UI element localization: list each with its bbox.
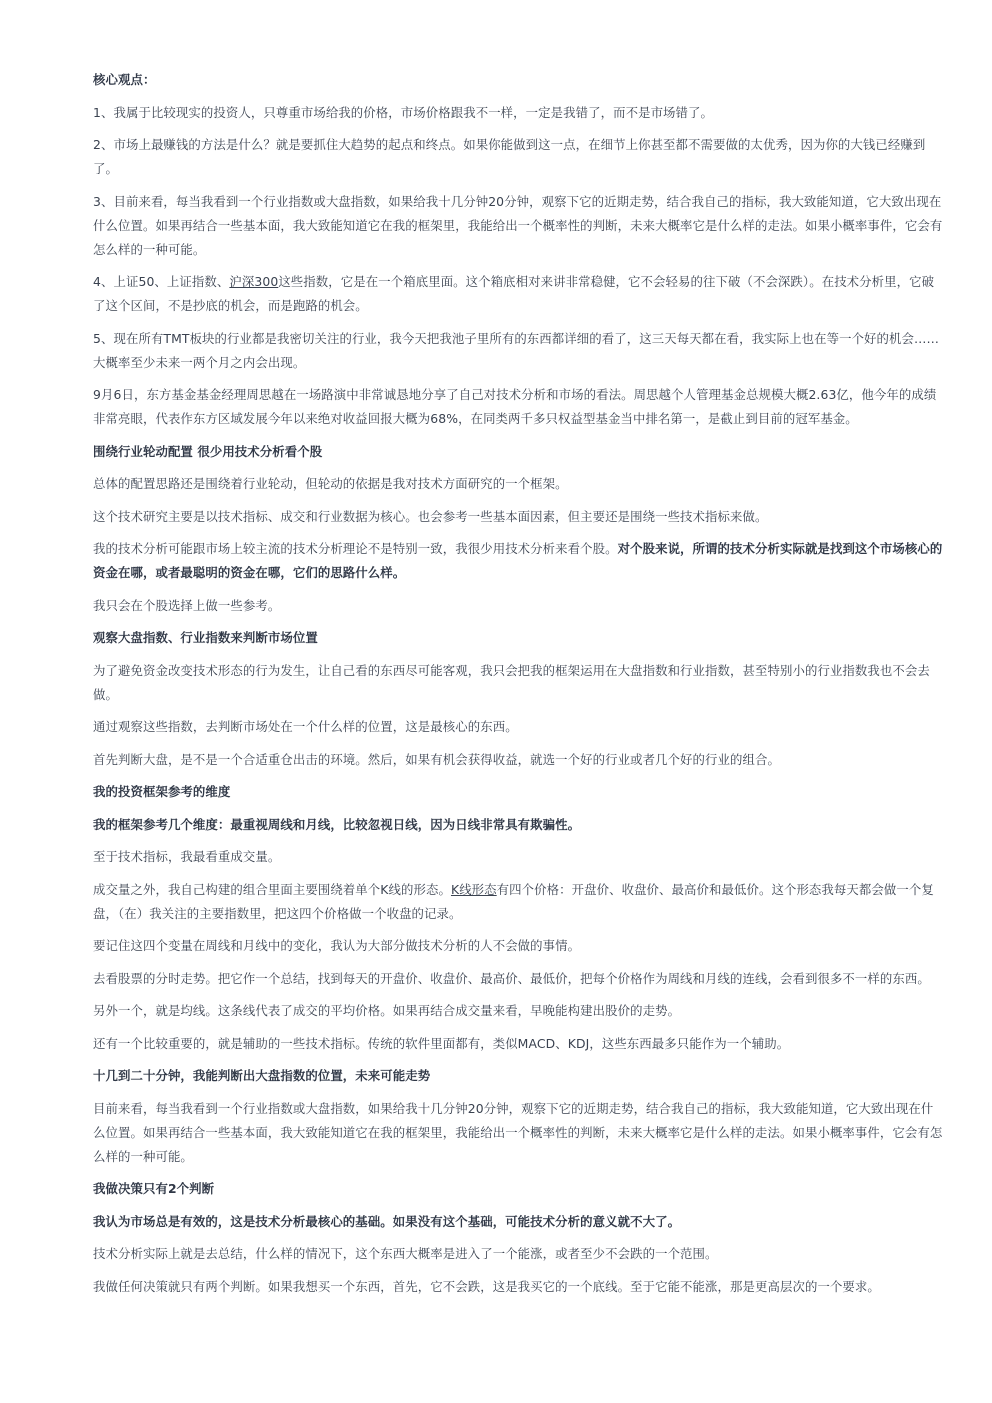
text-run: 4、上证50、上证指数、 <box>93 274 230 289</box>
paragraph <box>93 878 943 926</box>
paragraph: 技术分析实际上就是去总结，什么样的情况下，这个东西大概率是进入了一个能涨，或者至少不会跌的一个范围。 <box>93 1246 718 1261</box>
paragraph: 目前来看，每当我看到一个行业指数或大盘指数，如果给我十几分钟20分钟，观察下它的近期走势，结合我自己的指标，我大致能知道，它大致出现在什么位置。如果再结合一些基本面，我大致能知道它在我的框架里，我能给出一个概率性的判断，未来大概率它是什么样的走法。如果小概率事件，它会有怎么样的一种可能。 <box>93 1100 943 1164</box>
article-body <box>93 68 943 1307</box>
paragraph: 为了避免资金改变技术形态的行为发生，让自己看的东西尽可能客观，我只会把我的框架运用在大盘指数和行业指数，甚至特别小的行业指数我也不会去做。 <box>93 662 930 702</box>
text-run: 我的技术分析可能跟市场上较主流的技术分析理论不是特别一致，我很少用技术分析来看个股。 <box>93 541 618 556</box>
paragraph: 1、我属于比较现实的投资人，只尊重市场给我的价格，市场价格跟我不一样，一定是我错了，而不是市场错了。 <box>93 104 714 120</box>
paragraph: 3、目前来看，每当我看到一个行业指数或大盘指数，如果给我十几分钟20分钟，观察下它的近期走势，结合我自己的指标，我大致能知道，它大致出现在什么位置。如果再结合一些基本面，我大致能知道它在我的框架里，我能给出一个概率性的判断，未来大概率它是什么样的走法。如果小概率事件，它会有怎么样的一种可能。 <box>93 193 943 257</box>
section-heading: 核心观点： <box>93 72 156 87</box>
section-heading: 我做决策只有2个判断 <box>93 1181 215 1196</box>
paragraph: 去看股票的分时走势。把它作一个总结，找到每天的开盘价、收盘价、最高价、最低价，把每个价格作为周线和月线的连线，会看到很多不一样的东西。 <box>93 970 930 986</box>
paragraph: 这个技术研究主要是以技术指标、成交和行业数据为核心。也会参考一些基本面因素，但主要还是围绕一些技术指标来做。 <box>93 508 768 524</box>
k-line-link[interactable]: K线形态 <box>450 881 497 897</box>
paragraph: 我只会在个股选择上做一些参考。 <box>93 597 281 613</box>
paragraph: 9月6日，东方基金基金经理周思越在一场路演中非常诚恳地分享了自己对技术分析和市场的看法。周思越个人管理基金总规模大概2.63亿，他今年的成绩非常亮眼，代表作东方区域发展今年以来绝对收益回报大概为68%，在同类两千多只权益型基金当中排名第一，是截止到目前的冠军基金。 <box>93 387 937 426</box>
paragraph: 我做任何决策就只有两个判断。如果我想买一个东西，首先，它不会跌，这是我买它的一个底线。至于它能不能涨，那是更高层次的一个要求。 <box>93 1278 880 1294</box>
paragraph: 至于技术指标，我最看重成交量。 <box>93 849 281 864</box>
paragraph: 另外一个，就是均线。这条线代表了成交的平均价格。如果再结合成交量来看，早晚能构建出股价的走势。 <box>93 1003 681 1018</box>
text-run: 有四个价格：开盘价、收盘价、最高价和最低价。这个形态我每天都会做一个复盘，（在）我关注的主要指数里，把这四个价格做一个收盘的记录。 <box>93 881 934 921</box>
section-heading: 围绕行业轮动配置 很少用技术分析看个股 <box>93 443 323 459</box>
text-run: 成交量之外，我自己构建的组合里面主要围绕着单个K线的形态。 <box>93 881 451 897</box>
paragraph <box>93 270 943 318</box>
paragraph: 5、现在所有TMT板块的行业都是我密切关注的行业，我今天把我池子里所有的东西都详细的看了，这三天每天都在看，我实际上也在等一个好的机会……大概率至少未来一两个月之内会出现。 <box>93 330 940 370</box>
paragraph: 总体的配置思路还是围绕着行业轮动，但轮动的依据是我对技术方面研究的一个框架。 <box>93 476 568 491</box>
paragraph: 要记住这四个变量在周线和月线中的变化，我认为大部分做技术分析的人不会做的事情。 <box>93 938 581 953</box>
bold-paragraph: 我的框架参考几个维度：最重视周线和月线，比较忽视日线，因为日线非常具有欺骗性。 <box>93 816 581 832</box>
section-heading: 十几到二十分钟，我能判断出大盘指数的位置，未来可能走势 <box>93 1068 431 1083</box>
section-heading: 我的投资框架参考的维度 <box>93 784 231 799</box>
paragraph: 通过观察这些指数，去判断市场处在一个什么样的位置，这是最核心的东西。 <box>93 719 518 734</box>
csi300-link[interactable]: 沪深300 <box>229 274 279 289</box>
paragraph: 还有一个比较重要的，就是辅助的一些技术指标。传统的软件里面都有，类似MACD、KDJ，这些东西最多只能作为一个辅助。 <box>93 1035 790 1051</box>
bold-text-run: 对个股来说，所谓的技术分析实际就是找到这个市场核心的资金在哪，或者最聪明的资金在哪，它们的思路什么样。 <box>93 541 943 580</box>
paragraph <box>93 537 943 585</box>
section-heading: 观察大盘指数、行业指数来判断市场位置 <box>93 630 318 645</box>
bold-paragraph: 我认为市场总是有效的，这是技术分析最核心的基础。如果没有这个基础，可能技术分析的意义就不大了。 <box>93 1213 681 1229</box>
paragraph: 首先判断大盘，是不是一个合适重仓出击的环境。然后，如果有机会获得收益，就选一个好的行业或者几个好的行业的组合。 <box>93 751 780 767</box>
paragraph: 2、市场上最赚钱的方法是什么？就是要抓住大趋势的起点和终点。如果你能做到这一点，在细节上你甚至都不需要做的太优秀，因为你的大钱已经赚到了。 <box>93 137 926 176</box>
text-run: 这些指数，它是在一个箱底里面。这个箱底相对来讲非常稳健，它不会轻易的往下破（不会深跌）。在技术分析里，它破了这个区间，不是抄底的机会，而是跑路的机会。 <box>93 274 935 313</box>
